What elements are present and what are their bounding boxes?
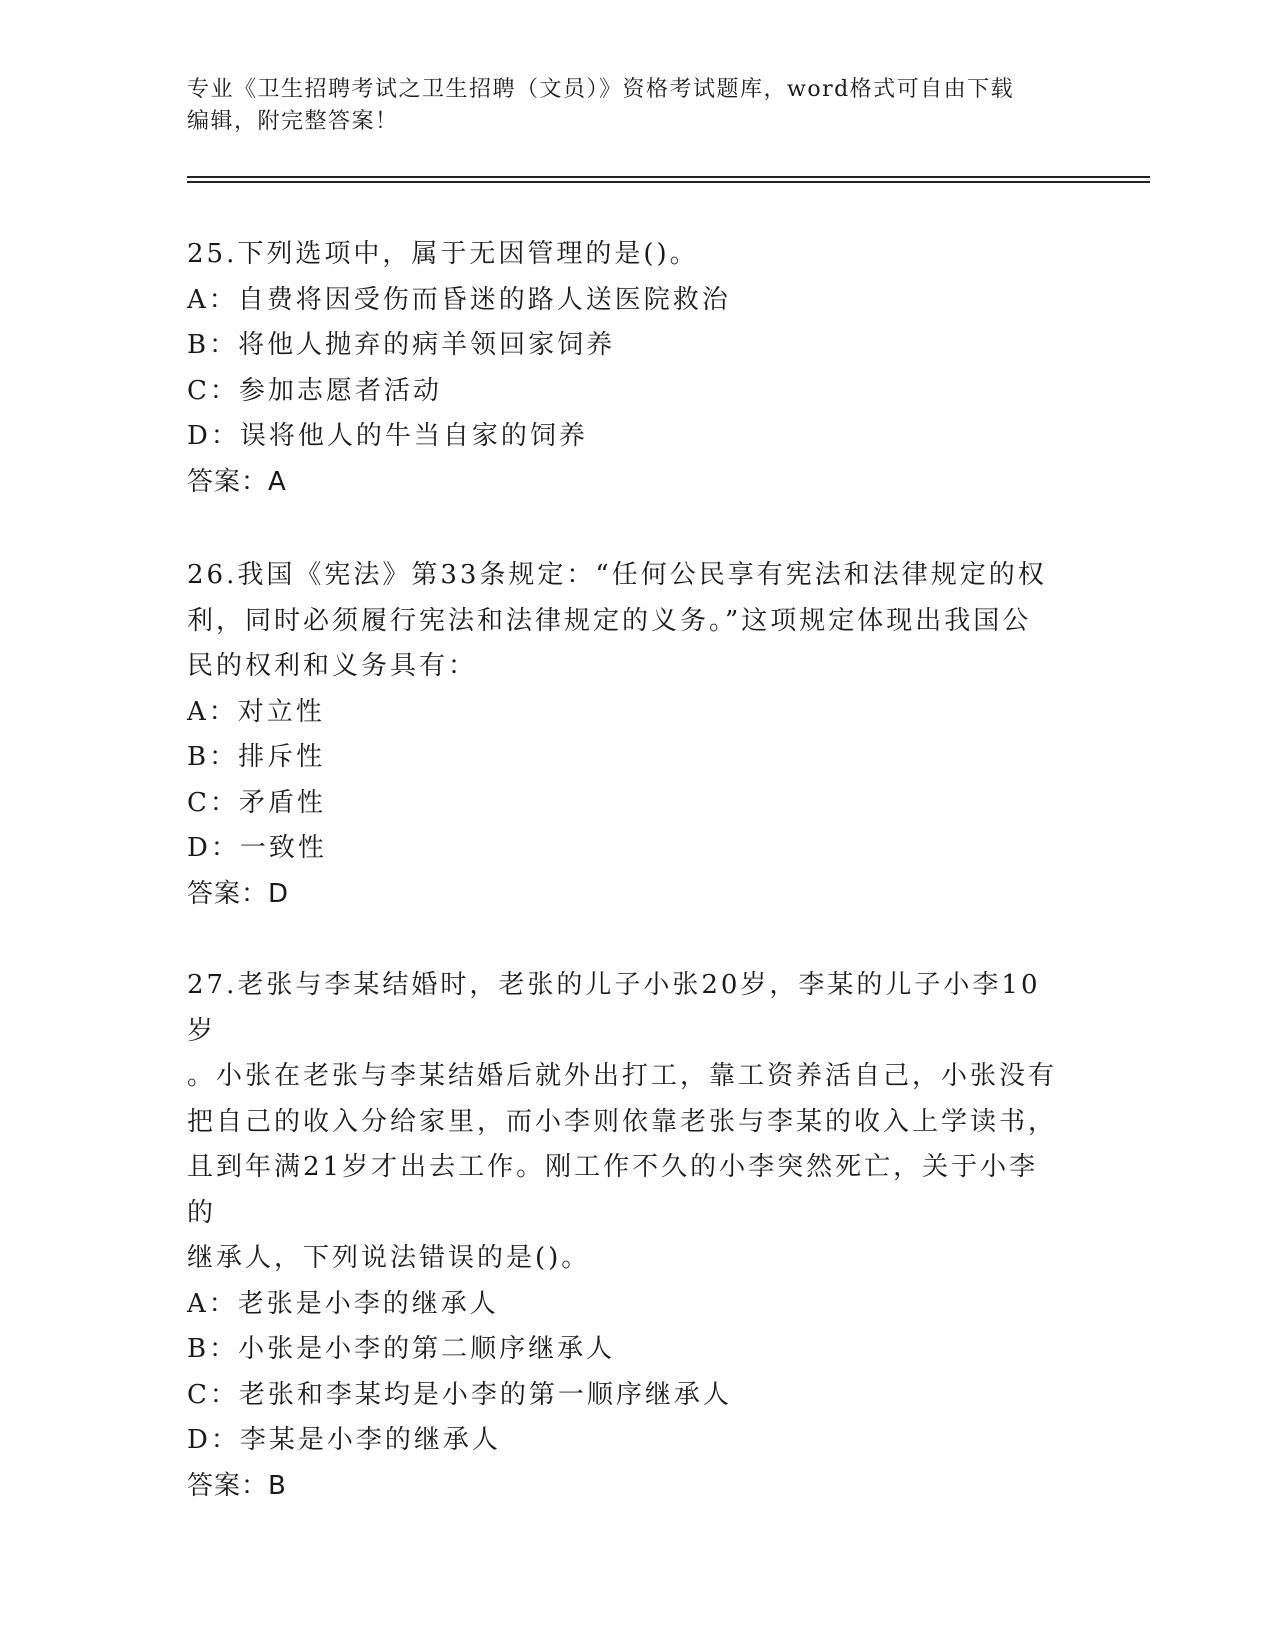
- document-header: [187, 74, 1067, 138]
- option-c: C：参加志愿者活动: [187, 375, 442, 406]
- question-text: 25.下列选项中，属于无因管理的是()。: [187, 239, 699, 269]
- question-text-line-2: 。小张在老张与李某结婚后就外出打工，靠工资养活自己，小张没有: [187, 1061, 1058, 1091]
- answer: 答案：D: [187, 878, 290, 909]
- option-b: B：排斥性: [187, 742, 326, 772]
- option-c: C：老张和李某均是小李的第一顺序继承人: [187, 1379, 732, 1410]
- option-b: B：将他人抛弃的病羊领回家饲养: [187, 330, 616, 360]
- option-a: A：对立性: [187, 696, 325, 727]
- option-c: C：矛盾性: [187, 787, 326, 818]
- answer: 答案：A: [187, 466, 287, 497]
- question-25: [187, 232, 1067, 505]
- question-text-line-5: 继承人，下列说法错误的是()。: [187, 1243, 591, 1273]
- header-divider-bottom: [187, 181, 1150, 183]
- question-26: [187, 553, 1067, 917]
- question-text-line-2: 利，同时必须履行宪法和法律规定的义务。”这项规定体现出我国公: [187, 605, 1032, 636]
- header-line-2: 编辑，附完整答案！: [187, 109, 399, 134]
- answer: 答案：B: [187, 1470, 287, 1501]
- option-d: D：误将他人的牛当自家的饲养: [187, 421, 588, 451]
- header-line-1: 专业《卫生招聘考试之卫生招聘（文员）》资格考试题库，word格式可自由下载: [187, 77, 1015, 102]
- question-text-line-3: 把自己的收入分给家里，而小李则依靠老张与李某的收入上学读书，: [187, 1106, 1058, 1137]
- option-a: A：自费将因受伤而昏迷的路人送医院救治: [187, 284, 731, 315]
- question-27: [187, 963, 1067, 1509]
- option-a: A：老张是小李的继承人: [187, 1288, 499, 1319]
- option-d: D：一致性: [187, 833, 327, 863]
- question-text-line-3: 民的权利和义务具有：: [187, 651, 478, 681]
- option-d: D：李某是小李的继承人: [187, 1425, 501, 1455]
- question-text-line-1: 27.老张与李某结婚时，老张的儿子小张20岁，李某的儿子小李10岁: [187, 970, 1041, 1046]
- question-text-line-4: 且到年满21岁才出去工作。刚工作不久的小李突然死亡，关于小李的: [187, 1152, 1039, 1228]
- option-b: B：小张是小李的第二顺序继承人: [187, 1334, 616, 1364]
- question-text-line-1: 26.我国《宪法》第33条规定：“任何公民享有宪法和法律规定的权: [187, 560, 1047, 590]
- header-divider-top: [187, 176, 1150, 178]
